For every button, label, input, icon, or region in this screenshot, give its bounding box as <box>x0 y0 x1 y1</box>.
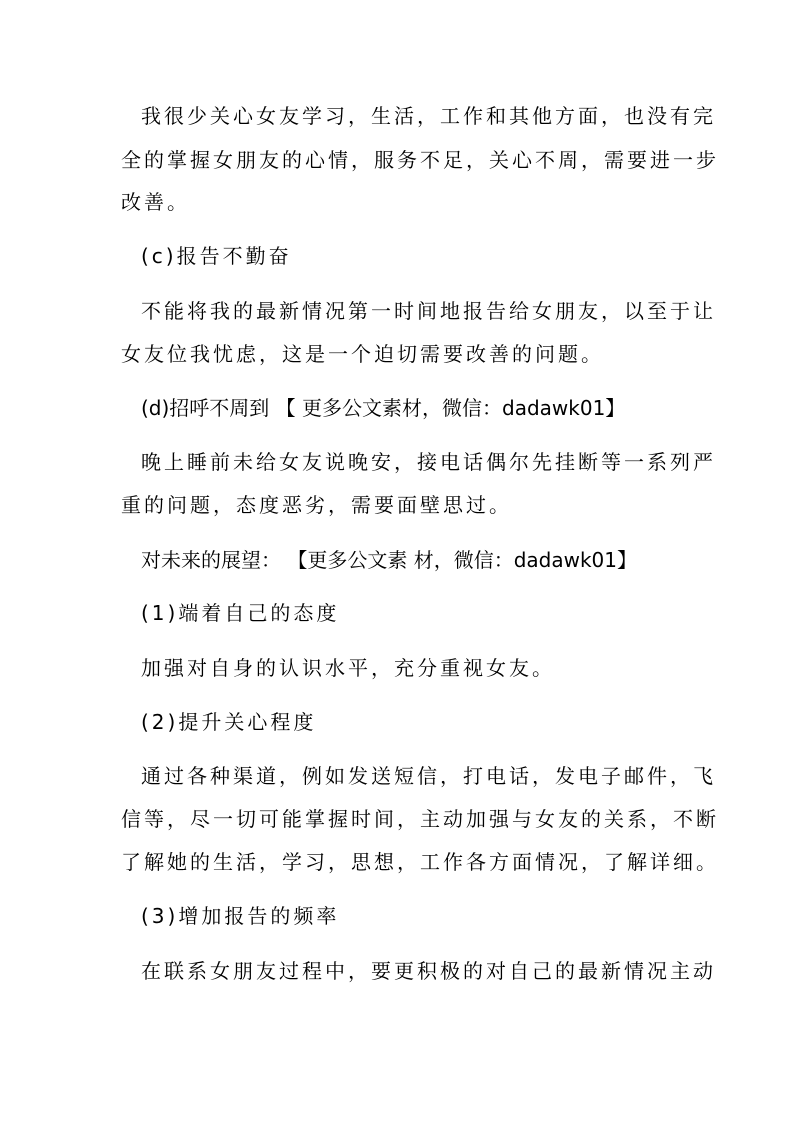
paragraph-line: 重的问题，态度恶劣，需要面壁思过。 <box>121 493 512 517</box>
paragraph-line: 在联系女朋友过程中，要更积极的对自己的最新情况主动 <box>141 959 716 983</box>
paragraph-line: 通过各种渠道，例如发送短信，打电话，发电子邮件，飞 <box>141 764 716 788</box>
future-outlook-heading: 对未来的展望： 【更多公文素 材，微信：dadawk01】 <box>141 548 638 572</box>
section-heading-3: (3)增加报告的频率 <box>141 904 340 928</box>
paragraph-line: 改善。 <box>121 190 190 214</box>
paragraph-line: 不能将我的最新情况第一时间地报告给女朋友，以至于让 <box>141 299 716 323</box>
paragraph-line: 晚上睡前未给女友说晚安，接电话偶尔先挂断等一系列严 <box>141 450 716 474</box>
paragraph-line: 女友位我忧虑，这是一个迫切需要改善的问题。 <box>121 342 604 366</box>
section-heading-c: (c)报告不勤奋 <box>141 244 292 268</box>
paragraph-line: 信等，尽一切可能掌握时间，主动加强与女友的关系，不断 <box>121 807 719 831</box>
paragraph-line: 了解她的生活，学习，思想，工作各方面情况，了解详细。 <box>121 850 719 874</box>
section-heading-2: (2)提升关心程度 <box>141 710 317 734</box>
paragraph-line: 加强对自身的认识水平，充分重视女友。 <box>141 656 555 680</box>
section-heading-1: (1)端着自己的态度 <box>141 601 340 625</box>
paragraph-line: 我很少关心女友学习，生活，工作和其他方面，也没有完 <box>141 104 716 128</box>
section-heading-d: (d)招呼不周到 【 更多公文素材，微信：dadawk01】 <box>141 396 626 420</box>
paragraph-line: 全的掌握女朋友的心情，服务不足，关心不周，需要进一步 <box>121 148 719 172</box>
